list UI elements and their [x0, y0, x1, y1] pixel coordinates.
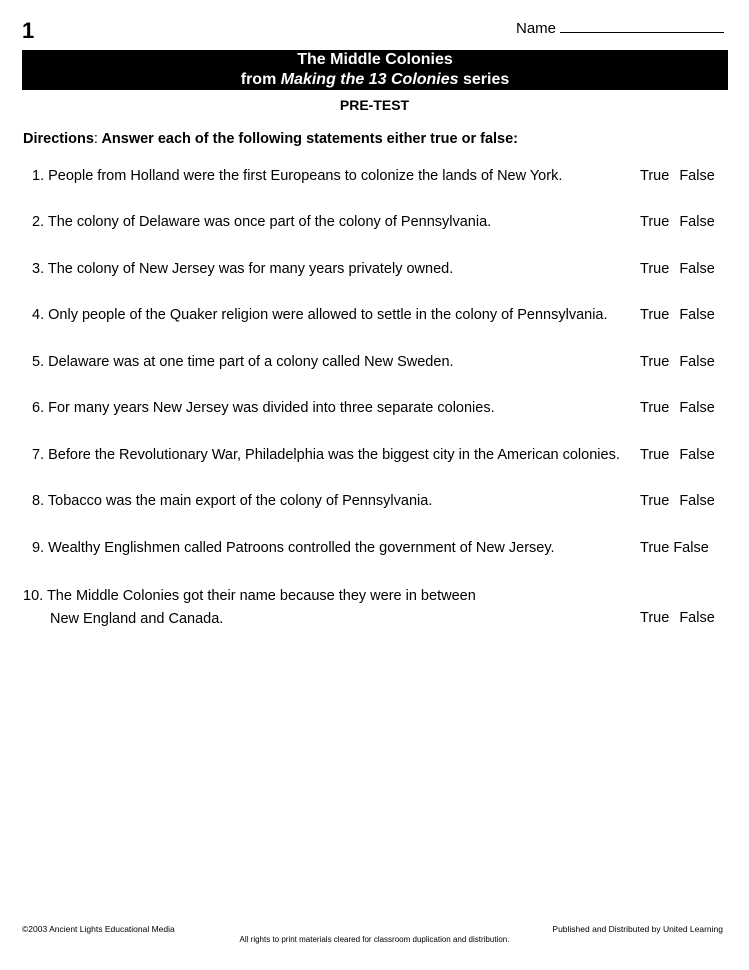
- question-text: The Middle Colonies got their name because they were in between: [46, 588, 476, 604]
- false-option[interactable]: False: [679, 354, 715, 370]
- footer-copyright: ©2003 Ancient Lights Educational Media: [22, 924, 175, 934]
- true-option[interactable]: True: [640, 307, 670, 323]
- question-number: 1.: [32, 168, 45, 184]
- series-suffix: series: [458, 71, 510, 88]
- pretest-heading: PRE-TEST: [339, 97, 410, 113]
- false-option[interactable]: False: [673, 540, 709, 556]
- true-false-3: [640, 259, 715, 279]
- false-option[interactable]: False: [679, 400, 715, 416]
- question-number: 6.: [32, 400, 45, 416]
- question-text: For many years New Jersey was divided into three separate colonies.: [48, 400, 495, 416]
- question-text: The colony of Delaware was once part of the colony of Pennsylvania.: [47, 214, 492, 230]
- true-false-10: [640, 608, 715, 628]
- false-option[interactable]: False: [679, 168, 715, 184]
- footer-rights: All rights to print materials cleared for classroom duplication and distribution.: [239, 935, 510, 944]
- true-option[interactable]: True: [640, 493, 670, 509]
- question-4: [32, 305, 632, 325]
- question-text: People from Holland were the first Europeans to colonize the lands of New York.: [48, 168, 563, 184]
- page-number: 1: [22, 18, 35, 43]
- footer-publisher: Published and Distributed by United Learning: [552, 924, 723, 934]
- name-label: Name: [516, 20, 557, 37]
- false-option[interactable]: False: [679, 447, 715, 463]
- true-option[interactable]: True: [640, 610, 670, 626]
- true-option[interactable]: True: [640, 214, 670, 230]
- question-10: [23, 585, 476, 631]
- question-number: 5.: [32, 354, 45, 370]
- question-5: [32, 352, 632, 372]
- question-8: [32, 491, 632, 511]
- question-text: Only people of the Quaker religion were allowed to settle in the colony of Pennsylvania.: [48, 307, 608, 323]
- true-false-7: [640, 445, 715, 465]
- question-number: 10.: [23, 588, 44, 604]
- true-option[interactable]: True: [640, 261, 670, 277]
- question-text: Before the Revolutionary War, Philadelphia was the biggest city in the American colonies.: [48, 447, 620, 463]
- true-option[interactable]: True: [640, 354, 670, 370]
- true-option[interactable]: True: [640, 540, 670, 556]
- true-false-2: [640, 212, 715, 232]
- document-title: The Middle Colonies: [297, 51, 453, 68]
- false-option[interactable]: False: [679, 307, 715, 323]
- question-text: Wealthy Englishmen called Patroons controlled the government of New Jersey.: [48, 540, 555, 556]
- name-field[interactable]: [516, 18, 724, 39]
- true-false-5: [640, 352, 715, 372]
- question-text: The colony of New Jersey was for many years privately owned.: [47, 261, 454, 277]
- name-blank-line[interactable]: [560, 18, 724, 33]
- true-option[interactable]: True: [640, 400, 670, 416]
- true-false-8: [640, 491, 715, 511]
- true-false-9: [640, 538, 709, 558]
- directions-separator: :: [93, 131, 98, 147]
- series-name: Making the 13 Colonies: [280, 71, 459, 88]
- question-1: [32, 166, 632, 186]
- question-number: 2.: [32, 214, 45, 230]
- false-option[interactable]: False: [679, 214, 715, 230]
- question-6: [32, 398, 632, 418]
- true-false-4: [640, 305, 715, 325]
- false-option[interactable]: False: [679, 610, 715, 626]
- true-false-6: [640, 398, 715, 418]
- directions-text: Answer each of the following statements either true or false:: [97, 131, 518, 147]
- directions-label: Directions: [23, 131, 94, 147]
- series-subtitle: [22, 70, 728, 90]
- question-number: 9.: [32, 540, 45, 556]
- series-prefix: from: [240, 71, 281, 88]
- question-2: [32, 212, 632, 232]
- question-text-continuation: New England and Canada.: [50, 611, 224, 627]
- question-7: [32, 445, 632, 465]
- question-text: Tobacco was the main export of the colony of Pennsylvania.: [47, 493, 433, 509]
- question-number: 4.: [32, 307, 45, 323]
- true-option[interactable]: True: [640, 168, 670, 184]
- question-9: [32, 538, 632, 558]
- directions: [23, 130, 518, 148]
- true-false-1: [640, 166, 715, 186]
- question-number: 7.: [32, 447, 45, 463]
- question-number: 8.: [32, 493, 45, 509]
- question-3: [32, 259, 632, 279]
- false-option[interactable]: False: [679, 493, 715, 509]
- true-option[interactable]: True: [640, 447, 670, 463]
- title-bar: [22, 50, 728, 90]
- question-number: 3.: [32, 261, 45, 277]
- false-option[interactable]: False: [679, 261, 715, 277]
- question-text: Delaware was at one time part of a colony called New Sweden.: [48, 354, 454, 370]
